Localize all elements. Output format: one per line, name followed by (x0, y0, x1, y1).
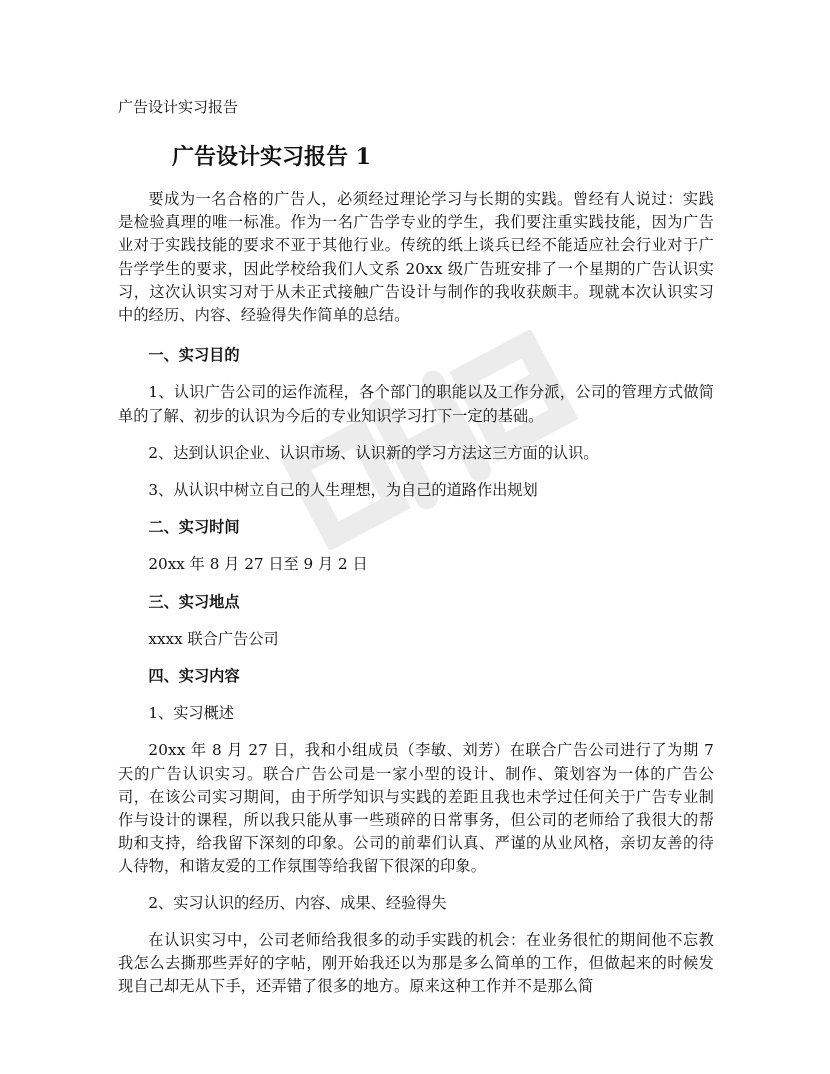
section-heading-purpose: 一、实习目的 (148, 346, 240, 365)
purpose-item-3: 3、从认识中树立自己的人生理想，为自己的道路作出规划 (148, 481, 538, 500)
experience-paragraph: 在认识实习中，公司老师给我很多的动手实践的机会：在业务很忙的期间他不忘教我怎么去撕那些弄好的字帖，刚开始我还以为那是多么简单的工作，但做起来的时候发现自己却无从下手，还弄错了很多的地方。原来这种工作并不是那么简 (118, 930, 714, 996)
overview-paragraph: 20xx 年 8 月 27 日，我和小组成员（李敏、刘芳）在联合广告公司进行了为期 7 天的广告认识实习。联合广告公司是一家小型的设计、制作、策划容为一体的广告公司，在该公司实习期间，由于所学知识与实践的差距且我也未学过任何关于广告专业制作与设计的课程，所以我只能从事一些琐碎的日常事务，但公司的老师给了我很大的帮助和支持，给我留下深刻的印象。公司的前辈们认真、严谨的从业风格，亲切友善的待人待物，和谐友爱的工作氛围等给我留下很深的印象。 (118, 741, 714, 876)
intro-paragraph: 要成为一名合格的广告人，必须经过理论学习与长期的实践。曾经有人说过：实践是检验真理的唯一标准。作为一名广告学专业的学生，我们要注重实践技能，因为广告业对于实践技能的要求不亚于其他行业。传统的纸上谈兵已经不能适应社会行业对于广告学学生的要求，因此学校给我们人文系 20xx 级广告班安排了一个星期的广告认识实习，这次认识实习对于从未正式接触广告设计与制作的我收获颇丰。现就本次认识实习中的经历、内容、经验得失作简单的总结。 (118, 190, 714, 325)
section-heading-location: 三、实习地点 (148, 592, 240, 611)
subsection-title-experience: 2、实习认识的经历、内容、成果、经验得失 (148, 893, 447, 912)
purpose-item-2: 2、达到认识企业、认识市场、认识新的学习方法这三方面的认识。 (148, 443, 599, 462)
purpose-item-1: 1、认识广告公司的运作流程，各个部门的职能以及工作分派，公司的管理方式做简单的了解、初步的认识为今后的专业知识学习打下一定的基础。 (118, 383, 714, 425)
subsection-title-overview: 1、实习概述 (148, 704, 234, 723)
document-title: 广告设计实习报告 1 (172, 144, 371, 170)
internship-time: 20xx 年 8 月 27 日至 9 月 2 日 (148, 555, 368, 574)
internship-location: xxxx 联合广告公司 (148, 629, 279, 648)
section-heading-content: 四、实习内容 (148, 667, 240, 686)
document-body (118, 188, 714, 1011)
running-header: 广告设计实习报告 (118, 98, 239, 116)
section-heading-time: 二、实习时间 (148, 518, 240, 537)
